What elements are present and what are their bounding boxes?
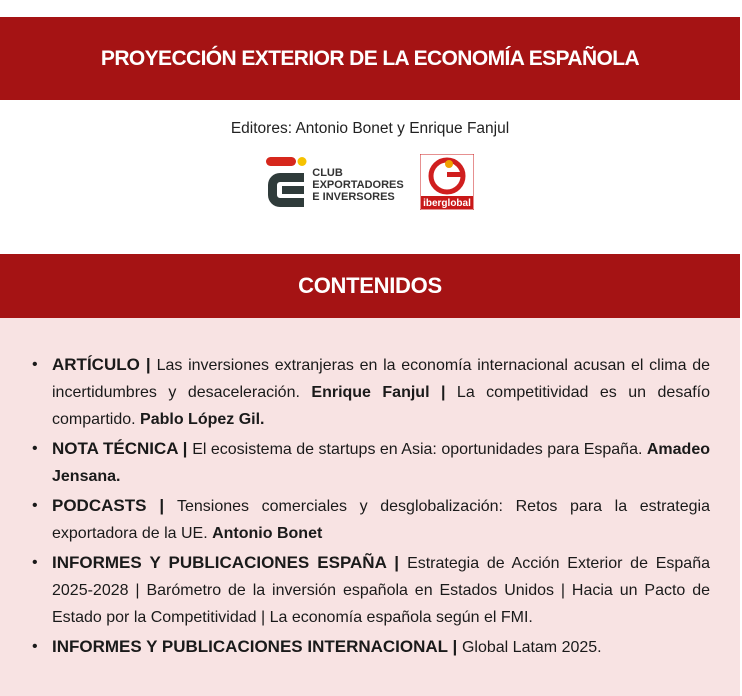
contents-list	[52, 351, 710, 663]
item-author: Antonio Bonet	[212, 525, 323, 542]
item-text: Tensiones comerciales y desglobalización: Retos para la estrategia exportadora de la UE.	[52, 498, 710, 542]
list-item-nota-tecnica	[52, 435, 710, 490]
item-heading: INFORMES Y PUBLICACIONES INTERNACIONAL |	[52, 637, 462, 656]
item-heading: ARTÍCULO |	[52, 355, 157, 374]
svg-text:iberglobal: iberglobal	[422, 198, 471, 209]
item-heading: NOTA TÉCNICA |	[52, 439, 193, 458]
list-item-articulo	[52, 351, 710, 433]
list-item-podcasts	[52, 492, 710, 547]
item-text: El ecosistema de startups en Asia: oportunidades para España.	[192, 441, 647, 458]
editors-line: Editores: Antonio Bonet y Enrique Fanjul	[230, 120, 510, 137]
club-logo-mark-icon	[266, 154, 308, 210]
item-text: La competitividad es un desafío compartido.	[52, 384, 711, 428]
contents-title: CONTENIDOS	[298, 273, 442, 298]
item-author: Pablo López Gil.	[140, 411, 265, 428]
item-text: Global Latam 2025.	[461, 639, 602, 656]
logos-row	[0, 154, 740, 210]
list-item-informes-internacional	[52, 633, 710, 661]
item-text: Estrategia de Acción Exterior de España 2025-2028 | Barómetro de la inversión española en Estados Unidos | Hacia un Pacto de Estado por la Competitividad | La economía española según el FMI.	[52, 555, 710, 626]
item-heading: INFORMES Y PUBLICACIONES ESPAÑA |	[52, 553, 408, 572]
iberglobal-logo-icon	[420, 154, 474, 210]
contents-banner	[0, 254, 740, 318]
club-exportadores-logo[interactable]	[266, 154, 403, 210]
item-text: Las inversiones extranjeras en la economía internacional acusan el clima de incertidumbres y desaceleración.	[52, 357, 710, 401]
page-title: PROYECCIÓN EXTERIOR DE LA ECONOMÍA ESPAÑOLA	[100, 46, 640, 70]
iberglobal-logo[interactable]	[420, 154, 474, 210]
club-logo-text: CLUB EXPORTADORES E INVERSORES	[312, 167, 404, 203]
contents-list-box	[0, 318, 740, 696]
item-author: Amadeo Jensana.	[52, 441, 710, 485]
item-heading: PODCASTS |	[52, 496, 177, 515]
list-item-informes-espana	[52, 549, 710, 631]
item-author: Enrique Fanjul |	[311, 384, 457, 401]
title-banner	[0, 17, 740, 100]
